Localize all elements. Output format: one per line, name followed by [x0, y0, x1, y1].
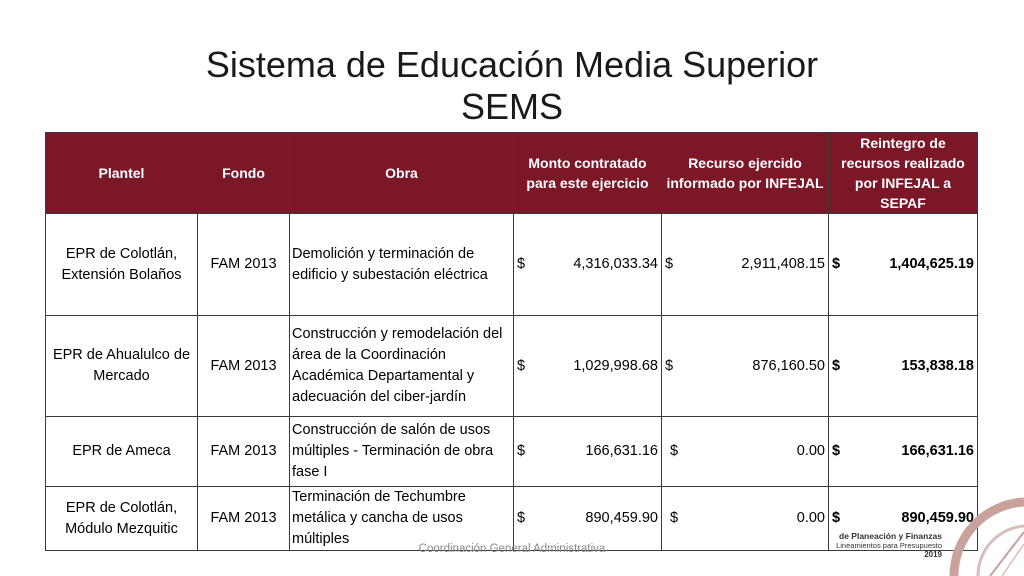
obra-cell: Demolición y terminación de edificio y subestación eléctrica — [290, 214, 514, 316]
ejercido-value: 2,911,408.15 — [741, 256, 825, 272]
ejercido-value: 0.00 — [796, 510, 825, 526]
fondo-cell: FAM 2013 — [198, 417, 290, 487]
currency-symbol: $ — [517, 443, 526, 459]
fondo-cell: FAM 2013 — [198, 487, 290, 551]
obra-cell: Terminación de Techumbre metálica y cancha de usos múltiples — [290, 487, 514, 551]
currency-symbol: $ — [670, 443, 679, 459]
currency-symbol: $ — [517, 510, 526, 526]
header-obra: Obra — [290, 133, 514, 214]
plantel-cell: EPR de Ahualulco de Mercado — [46, 316, 198, 417]
header-plantel: Plantel — [46, 133, 198, 214]
monto-cell — [514, 214, 662, 316]
table-row — [46, 417, 978, 487]
header-reintegro: Reintegro de recursos realizado por INFEJAL a SEPAF — [829, 133, 978, 214]
emblem-icon — [944, 496, 1024, 576]
currency-symbol: $ — [832, 357, 841, 374]
fondo-cell: FAM 2013 — [198, 316, 290, 417]
header-fondo: Fondo — [198, 133, 290, 214]
monto-cell — [514, 417, 662, 487]
monto-value: 1,029,998.68 — [573, 357, 658, 374]
table-row — [46, 214, 978, 316]
obra-cell: Construcción de salón de usos múltiples - Terminación de obra fase I — [290, 417, 514, 487]
slide-title — [0, 44, 1024, 128]
reintegro-cell — [829, 417, 978, 487]
ejercido-value: 876,160.50 — [752, 357, 825, 374]
currency-symbol: $ — [517, 256, 526, 272]
plantel-cell: EPR de Colotlán, Extensión Bolaños — [46, 214, 198, 316]
monto-value: 166,631.16 — [585, 443, 658, 459]
reintegro-cell — [829, 214, 978, 316]
brand-block — [822, 531, 942, 560]
currency-symbol: $ — [832, 510, 841, 526]
header-monto: Monto contratado para este ejercicio — [514, 133, 662, 214]
title-line-2: SEMS — [460, 86, 564, 127]
funds-table — [45, 132, 978, 551]
reintegro-value: 890,459.90 — [901, 510, 974, 526]
reintegro-cell — [829, 316, 978, 417]
reintegro-value: 153,838.18 — [901, 357, 974, 374]
reintegro-value: 166,631.16 — [901, 443, 974, 459]
plantel-cell: EPR de Ameca — [46, 417, 198, 487]
monto-value: 890,459.90 — [585, 510, 658, 526]
monto-cell — [514, 487, 662, 551]
currency-symbol: $ — [665, 357, 674, 374]
header-ejercido: Recurso ejercido informado por INFEJAL — [662, 133, 829, 214]
title-line-1: Sistema de Educación Media Superior — [205, 44, 819, 85]
table-row — [46, 316, 978, 417]
ejercido-cell — [662, 487, 829, 551]
currency-symbol: $ — [832, 443, 841, 459]
ejercido-cell — [662, 316, 829, 417]
fondo-cell: FAM 2013 — [198, 214, 290, 316]
currency-symbol: $ — [670, 510, 679, 526]
brand-line-1: de Planeación y Finanzas — [839, 531, 942, 541]
obra-cell: Construcción y remodelación del área de la Coordinación Académica Departamental y adecuación del ciber-jardín — [290, 316, 514, 417]
currency-symbol: $ — [832, 256, 841, 272]
brand-line-2: Lineamientos para Presupuesto — [836, 541, 942, 550]
ejercido-value: 0.00 — [796, 443, 825, 459]
footer-text: Coordinación General Administrativa — [418, 543, 606, 555]
currency-symbol: $ — [517, 357, 526, 374]
reintegro-value: 1,404,625.19 — [889, 256, 974, 272]
brand-year: 2019 — [924, 550, 942, 559]
ejercido-cell — [662, 417, 829, 487]
table-header-row — [46, 133, 978, 214]
plantel-cell: EPR de Colotlán, Módulo Mezquitic — [46, 487, 198, 551]
ejercido-cell — [662, 214, 829, 316]
currency-symbol: $ — [665, 256, 674, 272]
monto-value: 4,316,033.34 — [573, 256, 658, 272]
monto-cell — [514, 316, 662, 417]
